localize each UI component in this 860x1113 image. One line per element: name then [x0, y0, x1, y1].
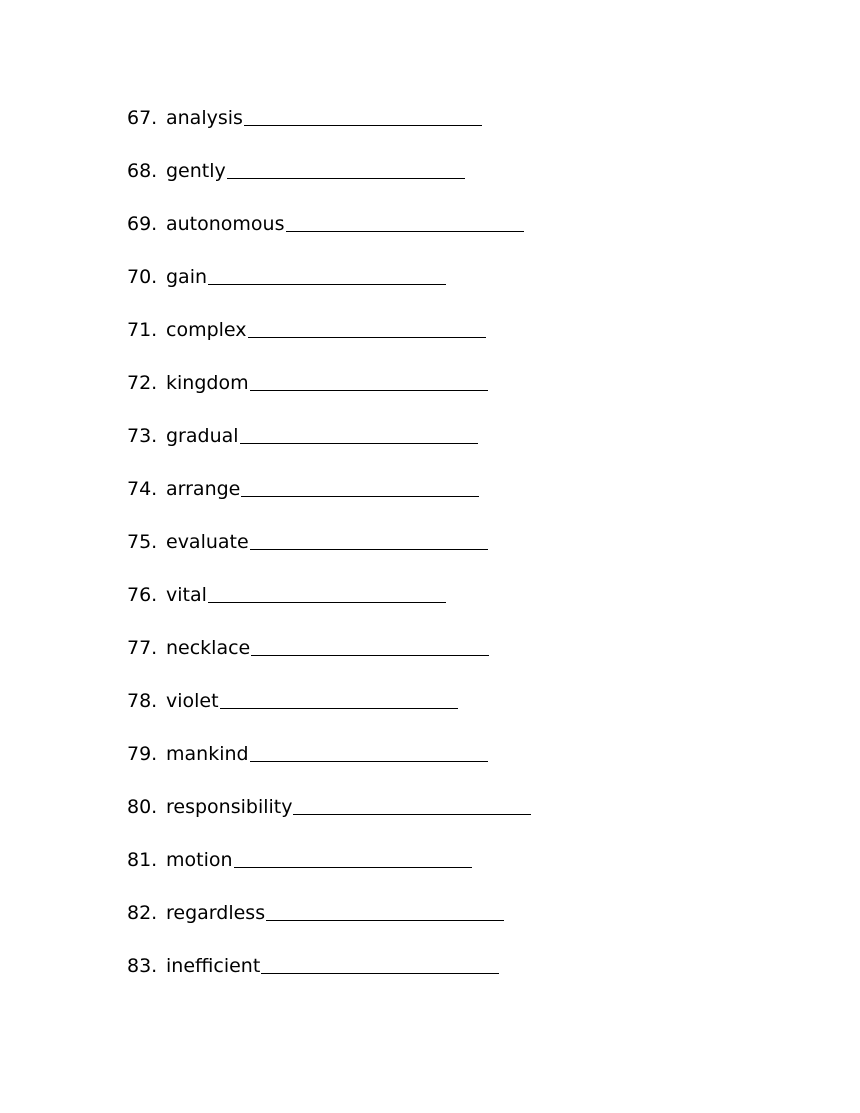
item-number: 80. [127, 796, 158, 818]
item-word: necklace [166, 637, 251, 659]
item-number: 82. [127, 902, 158, 924]
item-word: gain [166, 266, 208, 288]
item-word: motion [166, 849, 233, 871]
list-item [127, 634, 531, 687]
item-number: 73. [127, 425, 158, 447]
list-item [127, 846, 531, 899]
list-item [127, 793, 531, 846]
item-word: complex [166, 319, 247, 341]
item-number: 83. [127, 955, 158, 977]
answer-blank[interactable] [240, 422, 478, 444]
list-item [127, 422, 531, 475]
item-word: arrange [166, 478, 241, 500]
answer-blank[interactable] [286, 210, 524, 232]
item-number: 72. [127, 372, 158, 394]
list-item [127, 263, 531, 316]
item-word: mankind [166, 743, 249, 765]
list-item [127, 952, 531, 1005]
answer-blank[interactable] [234, 846, 472, 868]
list-item [127, 740, 531, 793]
list-item [127, 104, 531, 157]
item-word: evaluate [166, 531, 249, 553]
answer-blank[interactable] [293, 793, 531, 815]
answer-blank[interactable] [250, 740, 488, 762]
item-number: 77. [127, 637, 158, 659]
answer-blank[interactable] [208, 263, 446, 285]
item-word: autonomous [166, 213, 285, 235]
item-word: inefficient [166, 955, 261, 977]
list-item [127, 475, 531, 528]
answer-blank[interactable] [244, 104, 482, 126]
vocabulary-list [127, 104, 531, 1005]
item-number: 67. [127, 107, 158, 129]
list-item [127, 581, 531, 634]
answer-blank[interactable] [250, 528, 488, 550]
item-word: kingdom [166, 372, 249, 394]
list-item [127, 528, 531, 581]
item-word: violet [166, 690, 219, 712]
item-word: vital [166, 584, 207, 606]
answer-blank[interactable] [241, 475, 479, 497]
item-number: 70. [127, 266, 158, 288]
item-number: 78. [127, 690, 158, 712]
item-number: 81. [127, 849, 158, 871]
list-item [127, 210, 531, 263]
list-item [127, 899, 531, 952]
list-item [127, 687, 531, 740]
answer-blank[interactable] [208, 581, 446, 603]
item-number: 76. [127, 584, 158, 606]
list-item [127, 316, 531, 369]
item-word: regardless [166, 902, 266, 924]
answer-blank[interactable] [266, 899, 504, 921]
answer-blank[interactable] [250, 369, 488, 391]
item-number: 71. [127, 319, 158, 341]
answer-blank[interactable] [220, 687, 458, 709]
item-number: 68. [127, 160, 158, 182]
answer-blank[interactable] [261, 952, 499, 974]
item-word: responsibility [166, 796, 293, 818]
item-number: 69. [127, 213, 158, 235]
item-number: 75. [127, 531, 158, 553]
item-word: gradual [166, 425, 239, 447]
item-word: gently [166, 160, 226, 182]
item-number: 79. [127, 743, 158, 765]
item-word: analysis [166, 107, 243, 129]
list-item [127, 369, 531, 422]
answer-blank[interactable] [227, 157, 465, 179]
list-item [127, 157, 531, 210]
answer-blank[interactable] [248, 316, 486, 338]
answer-blank[interactable] [251, 634, 489, 656]
item-number: 74. [127, 478, 158, 500]
